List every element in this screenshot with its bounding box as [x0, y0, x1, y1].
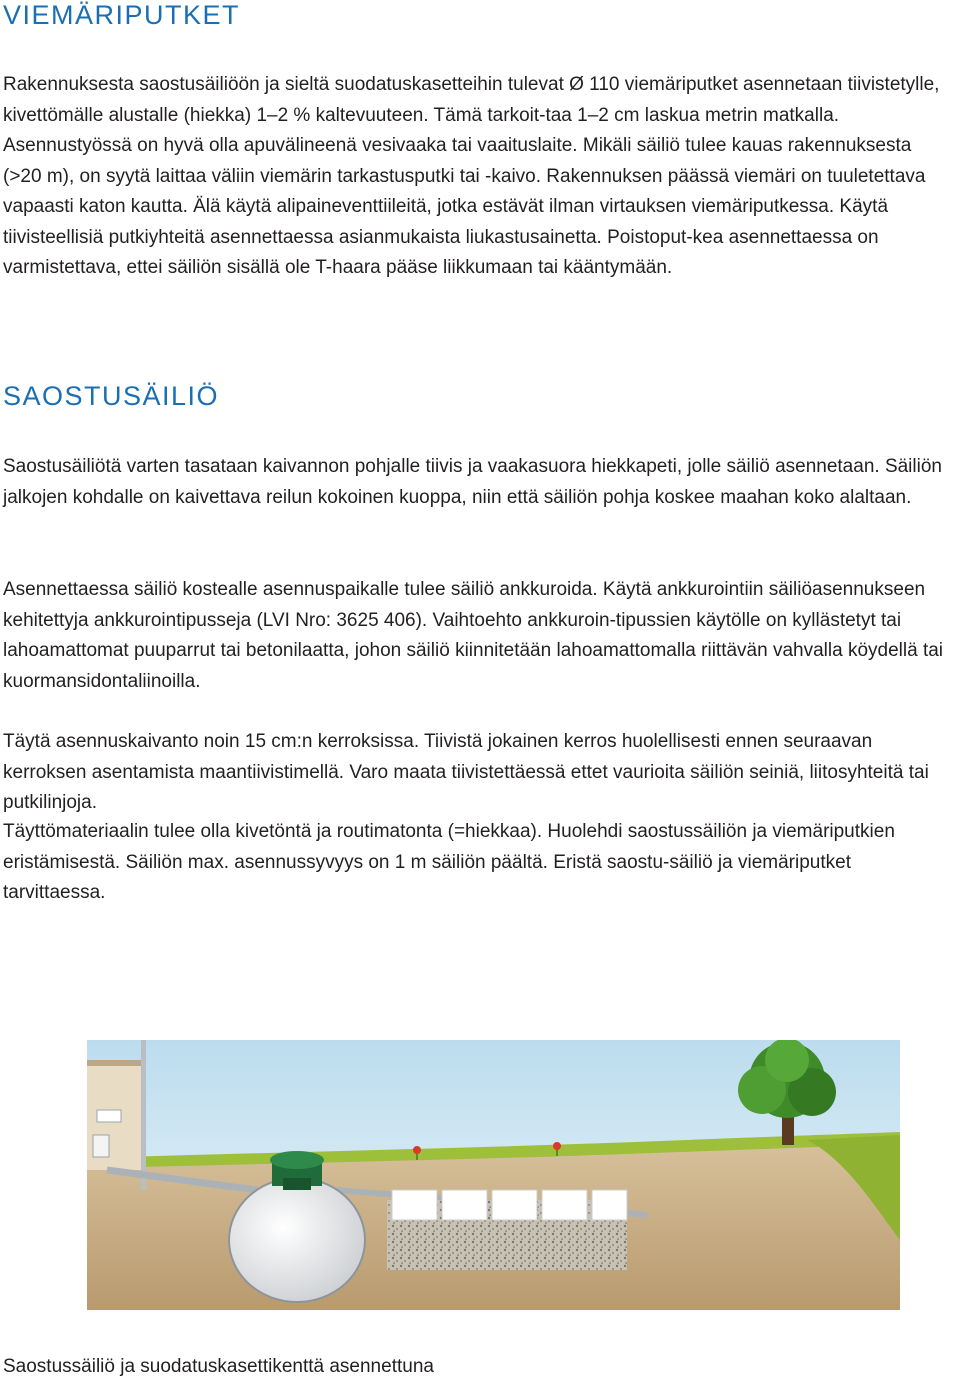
vent-pipe	[141, 1040, 146, 1190]
house	[87, 1060, 142, 1170]
paragraph: Täyttömateriaalin tulee olla kivetöntä ja routimatonta (=hiekkaa). Huolehdi saostussäiliön ja viemäriputkien eristämisestä. Säiliön max. asennussyvyys on 1 m säiliön päältä. Eristä saostu-säiliö ja viemäriputket tarvittaessa.	[3, 821, 895, 903]
figure-caption: Saostussäiliö ja suodatuskasettikenttä asennettuna	[3, 1356, 434, 1377]
section-title-viemariputket: VIEMÄRIPUTKET	[3, 0, 241, 30]
paragraph: Saostusäiliötä varten tasataan kaivannon pohjalle tiivis ja vaakasuora hiekkapeti, jolle säiliö asennetaan. Säiliön jalkojen kohdalle on kaivettava reilun kokoinen kuoppa, niin että säiliön pohja koskee maahan koko alaltaan.	[3, 456, 942, 508]
infiltration-field	[387, 1190, 627, 1270]
paragraph: Asennettaessa säiliö kostealle asennuspaikalle tulee säiliö ankkuroida. Käytä ankkurointiin säiliöasennukseen kehitettyja ankkurointipusseja (LVI Nro: 3625 406). Vaihtoehto ankkuroin-tipussien käytölle on kyllästetyt tai lahoamattomat puuparrut tai betonilaatta, johon säiliö kiinnitetään lahoamattomalla riittävän vahvalla köydellä tai kuormansidontaliinoilla.	[3, 579, 944, 692]
installation-illustration-svg	[87, 1040, 900, 1310]
section-title-saostusailio: SAOSTUSÄILIÖ	[3, 381, 220, 411]
installation-illustration	[87, 1040, 900, 1310]
paragraph: Täytä asennuskaivanto noin 15 cm:n kerroksissa. Tiivistä jokainen kerros huolellisesti ennen seuraavan kerroksen asentamista maantiivistimellä. Varo maata tiivistettäessä ettet vaurioita säiliön seiniä, liitosyhteitä tai putkilinjoja.	[3, 731, 929, 813]
paragraph: Rakennuksesta saostusäiliöön ja sieltä suodatuskasetteihin tulevat Ø 110 viemäriputket asennetaan tiivistetylle, kivettömälle alustalle (hiekka) 1–2 % kaltevuuteen. Tämä tarkoit-taa 1–2 cm laskua metrin matkalla. Asennustyössä on hyvä olla apuvälineenä vesivaaka tai vaaituslaite. Mikäli säiliö tulee kauas rakennuksesta (>20 m), on syytä laittaa väliin viemärin tarkastusputki tai -kaivo. Rakennuksen päässä viemäri on tuuletettava vapaasti katon kautta. Älä käytä alipaineventtiileitä, jotka estävät ilman virtauksen viemäriputkessa. Käytä tiivisteellisiä putkiyhteitä asennettaessa asianmukaista liukastusainetta. Poistoput-kea asennettaessa on varmistettava, ettei säiliön sisällä ole T-haara pääse liikkumaan tai kääntymään.	[3, 74, 940, 278]
